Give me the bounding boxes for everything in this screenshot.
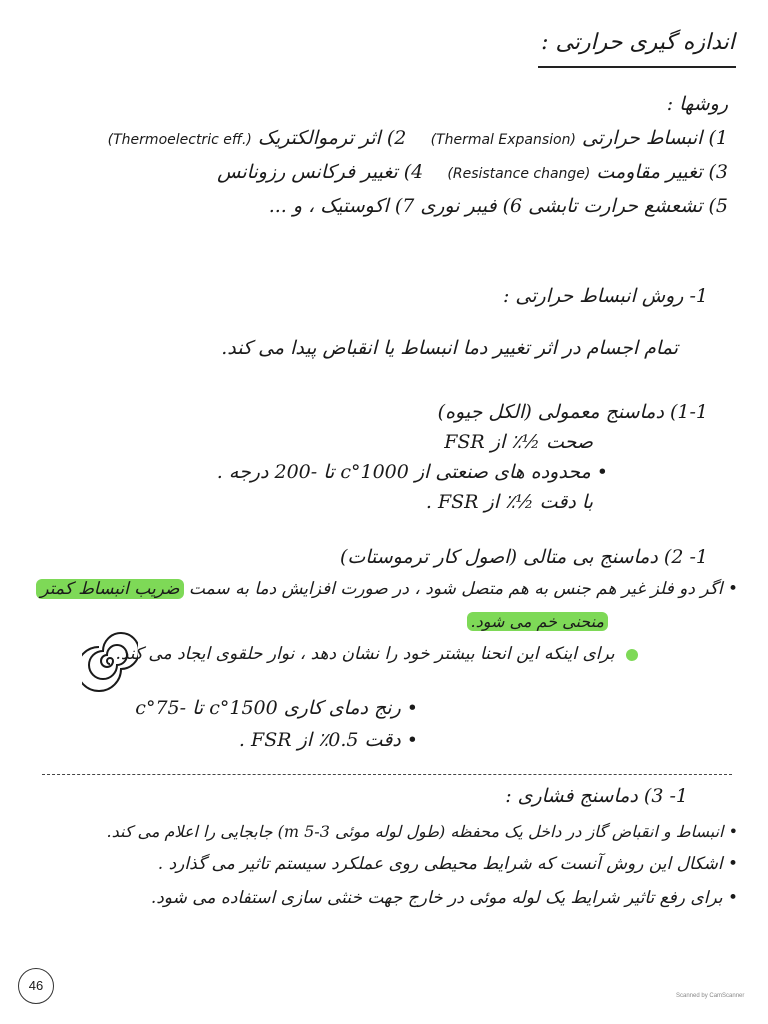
sub2-bullet-1-text: • اگر دو فلز غیر هم جنس به هم متصل شود ، در صورت افزایش دما به سمت [188,579,738,599]
spiral-icon [82,630,138,696]
sub2-bullet-1-cont [467,610,608,634]
method-2: 2) اثر ترموالکتریک [257,127,407,149]
method-4: 4) تغییر فرکانس رزونانس [217,161,424,183]
sub1-bullet-1: صحت ½٪ از FSR [444,431,593,453]
sub2-bullet-2 [115,642,638,666]
sub3-heading: 1- 3) دماسنج فشاری : [505,785,688,807]
section1-heading: 1- روش انبساط حرارتی : [502,285,708,307]
sub2-bullet-3: • رنج دمای کاری 1500°c تا -75°c [135,697,418,719]
scanner-watermark: Scanned by CamScanner [676,993,745,999]
method-1: 1) انبساط حرارتی [581,127,728,149]
sub3-bullet-3: • برای رفع تاثیر شرایط یک لوله موئی در خارج جهت خنثی سازی استفاده می شود. [150,888,738,908]
method-3: 3) تغییر مقاومت [596,161,728,183]
sub1-heading: 1-1) دماسنج معمولی (الکل جیوه) [437,401,708,423]
method-2-en: (Thermoelectric eff.) [107,132,252,148]
sub1-bullet-3: با دقت ½٪ از FSR . [425,491,593,513]
methods-line-1 [108,126,728,152]
page-number: 46 [18,968,54,1004]
methods-line-2 [217,160,728,186]
methods-line-3: 5) تشعشع حرارت تابشی 6) فیبر نوری 7) اکوستیک ، و ... [268,195,728,217]
sub1-bullet-2: • محدوده های صنعتی از 1000°c تا -200 درجه . [216,461,608,483]
section-divider [42,774,732,775]
method-1-en: (Thermal Expansion) [430,132,576,148]
method-3-en: (Resistance change) [447,166,591,182]
highlight-2: منحنی خم می شود. [467,612,608,631]
highlight-1: ضریب انبساط کمتر [36,579,183,599]
page-title: اندازه گیری حرارتی : [541,30,735,55]
sub2-bullet-2-text: برای اینکه این انحنا بیشتر خود را نشان دهد ، نوار حلقوی ایجاد می کند. [115,644,615,664]
green-bullet-icon [626,649,638,661]
sub3-bullet-2: • اشکال این روش آنست که شرایط محیطی روی عملکرد سیستم تاثیر می گذارد . [157,854,738,874]
methods-heading: روشها : [666,93,728,115]
sub2-heading: 1- 2) دماسنج بی متالی (اصول کار ترموستات) [339,546,708,568]
sub2-bullet-4: • دقت 0.5٪ از FSR . [238,729,418,751]
sub3-bullet-1: • انبساط و انقباض گاز در داخل یک محفظه (طول لوله موئی 3-5 m) جابجایی را اعلام می کند. [106,822,738,841]
sub2-bullet-1 [36,577,738,601]
section1-description: تمام اجسام در اثر تغییر دما انبساط یا انقباض پیدا می کند. [221,337,678,359]
title-underline [538,66,736,68]
